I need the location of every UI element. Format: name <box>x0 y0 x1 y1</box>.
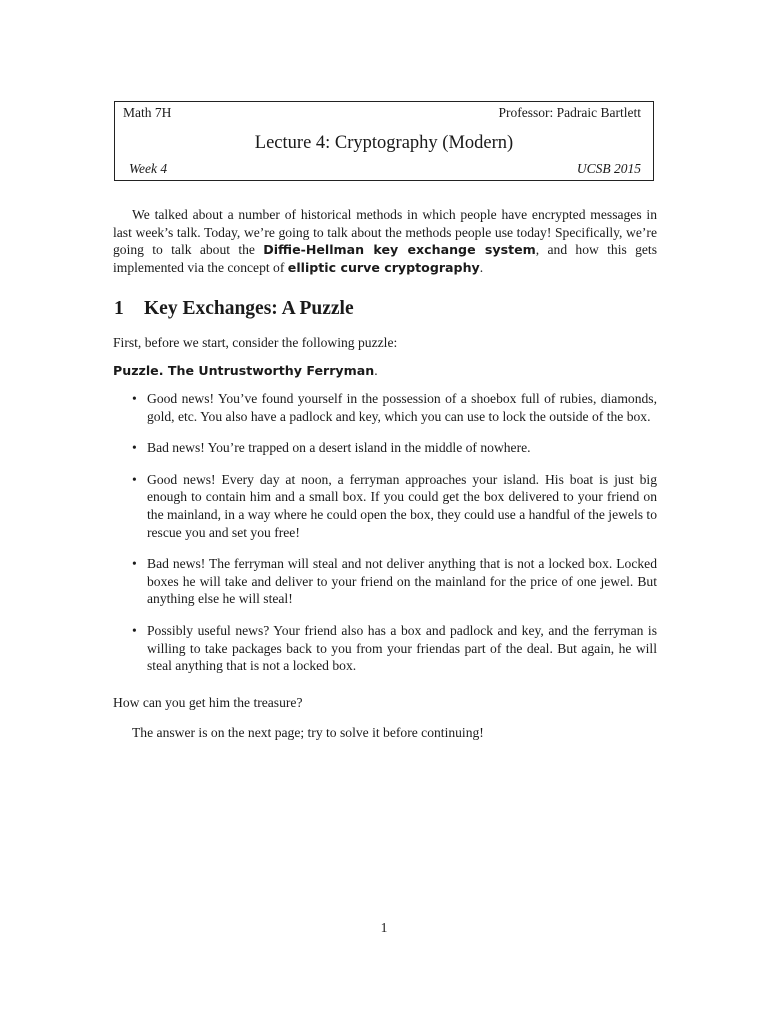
puzzle-bullet-list <box>114 390 657 689</box>
list-item <box>114 471 657 541</box>
bullet-icon: • <box>132 471 137 487</box>
course-name: Math 7H <box>123 105 172 120</box>
section-title: Key Exchanges: A Puzzle <box>144 298 354 319</box>
bullet-text: Good news! You’ve found yourself in the possession of a shoebox full of rubies, diamonds, gold, etc. You also have a padlock and key, which you can use to lock the outside of the box. <box>147 391 657 424</box>
elliptic-curve-term: elliptic curve cryptography <box>287 259 480 275</box>
bullet-icon: • <box>132 391 137 406</box>
answer-note: The answer is on the next page; try to solve it before continuing! <box>132 725 484 740</box>
intro-text-3: . <box>479 259 484 275</box>
puzzle-heading <box>113 362 657 380</box>
puzzle-intro-line: First, before we start, consider the following puzzle: <box>113 335 398 350</box>
puzzle-title-period: . <box>374 363 378 378</box>
lecture-title: Lecture 4: Cryptography (Modern) <box>254 133 514 153</box>
bullet-icon: • <box>132 622 137 638</box>
list-item <box>114 622 657 675</box>
bullet-text: Bad news! The ferryman will steal and not deliver anything that is not a locked box. Locked boxes he will take and deliver to your friend on the mainland for the price of one jewel. But anything else he will steal! <box>147 556 657 607</box>
bullet-text: Possibly useful news? Your friend also has a box and padlock and key, and the ferryman is willing to take packages back to you from your friendas part of the deal. But again, he will steal anything that is not a locked box. <box>147 622 657 674</box>
professor-name: Professor: Padraic Bartlett <box>498 105 641 120</box>
intro-text-1: We talked about a number of historical methods in which people have encrypted messages in last week’s talk. Today, we’re going to talk about the methods people use today! Specifically, we’re going to talk about the <box>113 207 657 258</box>
list-item <box>114 555 657 608</box>
puzzle-title: Puzzle. The Untrustworthy Ferryman <box>113 363 375 378</box>
school-year: UCSB 2015 <box>576 161 641 176</box>
diffie-hellman-term: Diffie-Hellman key exchange system <box>263 242 536 258</box>
section-heading <box>114 298 354 320</box>
treasure-question: How can you get him the treasure? <box>113 695 303 710</box>
bullet-icon: • <box>132 440 137 456</box>
bullet-icon: • <box>132 556 137 572</box>
bullet-text: Good news! Every day at noon, a ferryman approaches your island. His boat is just big enough to contain him and a small box. If you could get the box delivered to your friend on the mainland, in a way where he could open the box, they could use a handful of the jewels to rescue you and set you free! <box>147 471 657 540</box>
bullet-text: Bad news! You’re trapped on a desert island in the middle of nowhere. <box>147 440 531 456</box>
section-number: 1 <box>114 298 124 319</box>
week-label: Week 4 <box>129 161 168 176</box>
intro-text-2: , and how this gets implemented via the concept of <box>113 242 657 275</box>
intro-paragraph <box>113 206 657 276</box>
list-item <box>114 439 657 457</box>
page-number: 1 <box>380 920 388 935</box>
list-item <box>114 390 657 425</box>
lecture-header-box <box>114 101 654 181</box>
